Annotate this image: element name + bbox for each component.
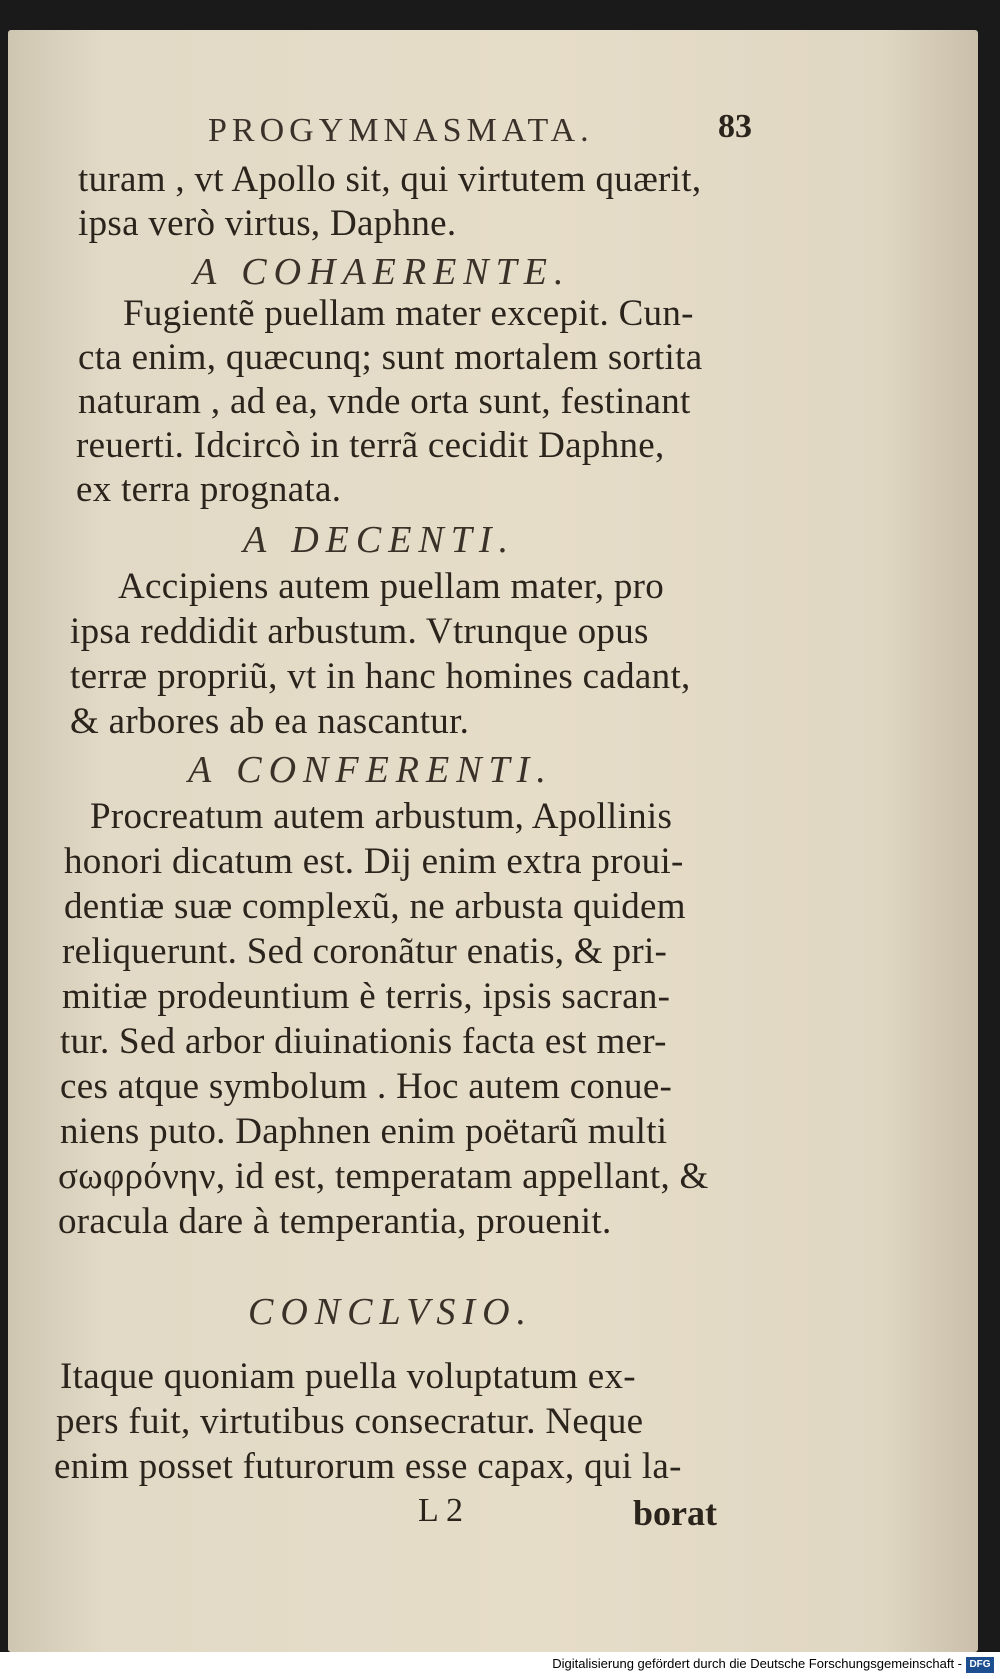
- running-head: PROGYMNASMATA.: [208, 112, 594, 149]
- text-line: Accipiens autem puellam mater, pro: [118, 566, 665, 607]
- heading-mark: A: [243, 519, 274, 561]
- heading-mark: A: [193, 251, 224, 293]
- text-line: honori dicatum est. Dij enim extra proui-: [64, 841, 684, 882]
- text-line: ex terra prognata.: [76, 469, 342, 510]
- text-line: cta enim, quæcunq; sunt mortalem sortita: [78, 337, 703, 378]
- heading-text: COHAERENTE.: [241, 251, 571, 293]
- page-number: 83: [718, 108, 752, 145]
- text-line: turam , vt Apollo sit, qui virtutem quærit,: [78, 159, 702, 200]
- section-heading: [248, 1290, 533, 1334]
- text-line: & arbores ab ea nascantur.: [70, 701, 470, 742]
- text-line: Itaque quoniam puella voluptatum ex-: [60, 1356, 636, 1397]
- text-line: reliquerunt. Sed coronãtur enatis, & pri-: [62, 931, 668, 972]
- section-heading: [193, 250, 571, 294]
- dfg-logo-icon: DFG: [966, 1657, 994, 1673]
- text-line: ipsa verò virtus, Daphne.: [78, 203, 457, 244]
- digitization-credit-bar: [0, 1652, 1000, 1679]
- signature-mark: L 2: [418, 1492, 464, 1529]
- heading-text: DECENTI.: [291, 519, 516, 561]
- book-page: [8, 30, 978, 1652]
- text-line: niens puto. Daphnen enim poëtarũ multi: [60, 1111, 668, 1152]
- text-line: enim posset futurorum esse capax, qui la-: [54, 1446, 682, 1487]
- section-heading: [243, 518, 515, 562]
- text-line: ces atque symbolum . Hoc autem conue-: [60, 1066, 673, 1107]
- text-line: pers fuit, virtutibus consecratur. Neque: [56, 1401, 644, 1442]
- heading-text: CONCLVSIO.: [248, 1291, 534, 1333]
- text-line: mitiæ prodeuntium è terris, ipsis sacran-: [62, 976, 671, 1017]
- text-line: Procreatum autem arbustum, Apollinis: [90, 796, 673, 837]
- heading-mark: A: [188, 749, 219, 791]
- text-line: σωφρόνην, id est, temperatam appellant, &: [58, 1156, 709, 1197]
- heading-text: CONFERENTI.: [236, 749, 553, 791]
- section-heading: [188, 748, 553, 792]
- text-line: oracula dare à temperantia, prouenit.: [58, 1201, 612, 1242]
- credit-text: Digitalisierung gefördert durch die Deutsche Forschungsgemeinschaft -: [552, 1656, 962, 1671]
- text-line: naturam , ad ea, vnde orta sunt, festinant: [78, 381, 691, 422]
- text-line: dentiæ suæ complexũ, ne arbusta quidem: [64, 886, 686, 927]
- catchword: borat: [633, 1493, 717, 1533]
- text-line: terræ propriũ, vt in hanc homines cadant,: [70, 656, 691, 697]
- text-line: ipsa reddidit arbustum. Vtrunque opus: [70, 611, 649, 652]
- text-line: reuerti. Idcircò in terrã cecidit Daphne,: [76, 425, 665, 466]
- text-line: tur. Sed arbor diuinationis facta est mer-: [60, 1021, 667, 1062]
- text-line: Fugientẽ puellam mater excepit. Cun-: [123, 293, 694, 334]
